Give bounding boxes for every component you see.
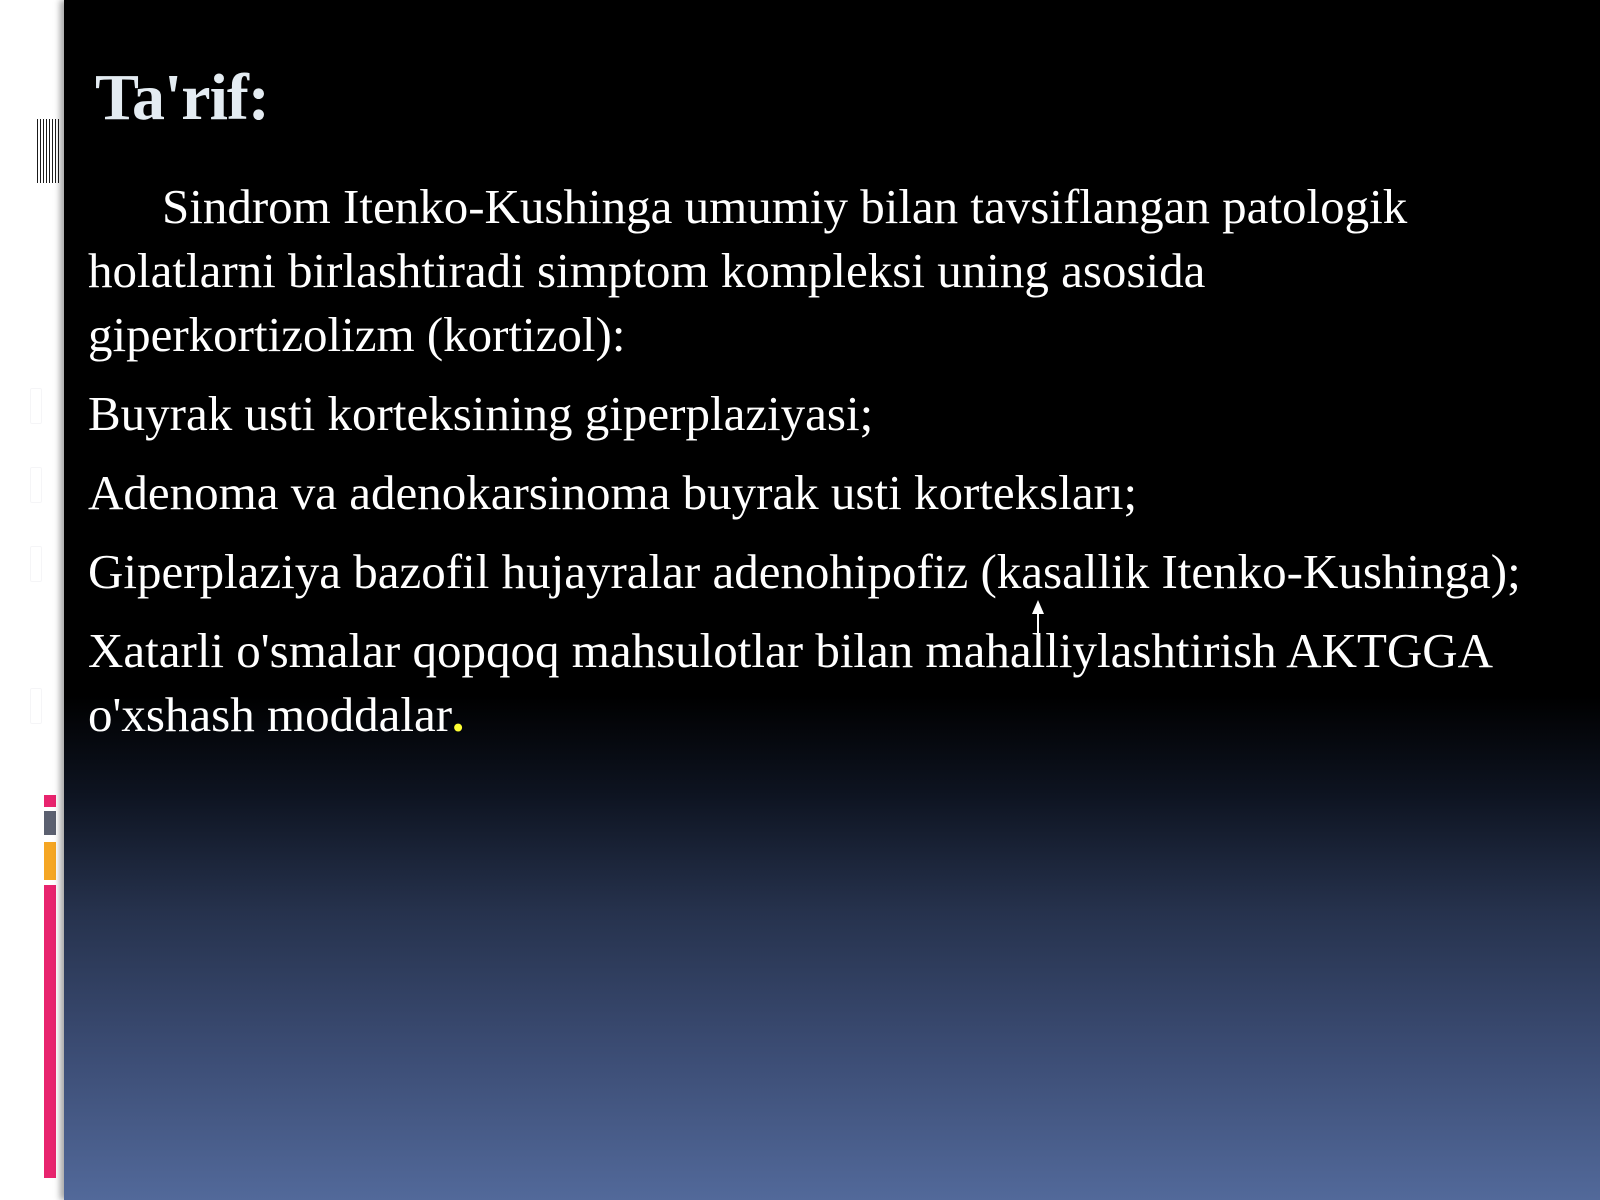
decorative-lines [37, 119, 61, 183]
accent-period: . [452, 687, 465, 742]
bullet-marker [30, 546, 42, 582]
bullet-marker [30, 467, 42, 503]
list-item: Adenoma va adenokarsinoma buyrak usti korteksları; [88, 465, 1138, 520]
slide-title: Ta'rif: [95, 61, 269, 134]
intro-paragraph: Sindrom Itenko-Kushinga umumiy bilan tavsiflangan patologik holatlarni birlashtiradi simptom kompleksi uning asosida giperkortizolizm (kortizol): [88, 179, 1408, 362]
list-item [88, 619, 1528, 747]
slide-body [88, 175, 1528, 762]
accent-bar-pink-top [44, 795, 56, 807]
accent-bar-pink [44, 885, 56, 1178]
bullet-marker [30, 388, 42, 424]
list-item-text: Xatarli o'smalar qopqoq mahsulotlar bilan mahalliylashtirish AKTGGA o'xshash moddalar [88, 623, 1491, 742]
left-margin-strip [0, 0, 64, 1200]
bullet-marker [30, 688, 42, 724]
accent-bar-gray [44, 811, 56, 835]
accent-bar-orange [44, 842, 56, 880]
list-item: Buyrak usti korteksining giperplaziyasi; [88, 386, 874, 441]
up-arrow-cursor-icon [1031, 600, 1045, 664]
list-item: Giperplaziya bazofil hujayralar adenohipofiz (kasallik Itenko-Kushinga); [88, 544, 1521, 599]
